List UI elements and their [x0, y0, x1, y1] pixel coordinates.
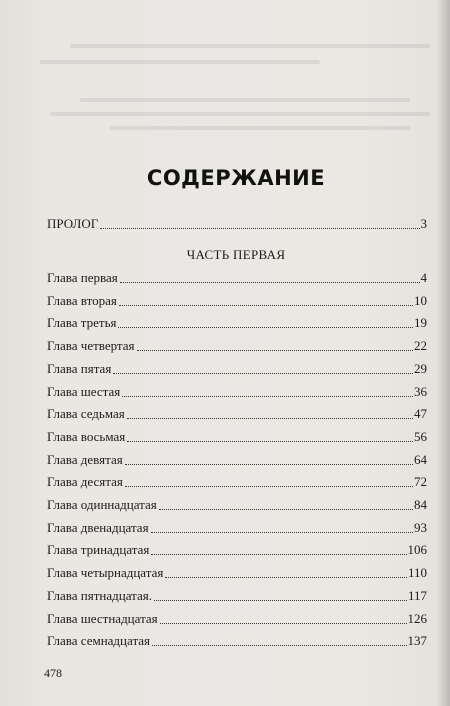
- toc-entry-chapter: [47, 313, 427, 331]
- toc-entry-page: 3: [420, 216, 427, 231]
- toc-entry-chapter: [47, 563, 427, 581]
- toc-entry-chapter: [47, 359, 427, 377]
- toc-entry-chapter: [47, 586, 427, 604]
- toc-entry-label: Глава тринадцатая: [47, 542, 150, 558]
- toc-entry-chapter: [47, 631, 427, 649]
- leader-dots: [127, 417, 413, 419]
- toc-entry-chapter: [47, 336, 427, 354]
- toc-entry-chapter: [47, 268, 427, 286]
- toc-entry-label: Глава шестая: [47, 383, 121, 399]
- toc-entry-page: 22: [414, 338, 427, 354]
- toc-entry-chapter: [47, 518, 427, 536]
- show-through-text: [80, 98, 410, 102]
- toc-entry-chapter: [47, 427, 427, 445]
- toc-entry-label: Глава пятая: [47, 360, 112, 376]
- leader-dots: [152, 644, 406, 646]
- toc-entry-page: 72: [414, 474, 427, 490]
- leader-dots: [113, 372, 413, 374]
- show-through-text: [40, 60, 320, 64]
- page-gutter-shadow: [436, 0, 450, 706]
- toc-entry-label: Глава шестнадцатая: [47, 610, 158, 626]
- leader-dots: [122, 395, 413, 397]
- toc-entry-chapter: [47, 472, 427, 490]
- leader-dots: [100, 227, 419, 229]
- toc-entry-chapter: [47, 609, 427, 627]
- part-heading: ЧАСТЬ ПЕРВАЯ: [186, 247, 286, 262]
- toc-entry-page: 126: [407, 610, 427, 626]
- leader-dots: [151, 553, 406, 555]
- toc-entry-chapter: [47, 404, 427, 422]
- toc-entry-page: 137: [407, 633, 427, 649]
- toc-entry-page: 10: [414, 292, 427, 308]
- toc-entry-page: 29: [414, 360, 427, 376]
- toc-entry-page: 36: [414, 383, 427, 399]
- toc-entry-label: ПРОЛОГ: [47, 216, 99, 231]
- toc-entry-page: 64: [414, 451, 427, 467]
- toc-entry-page: 19: [414, 315, 427, 331]
- toc-entry-page: 106: [407, 542, 427, 558]
- show-through-text: [70, 44, 430, 48]
- page-number: 478: [44, 666, 62, 680]
- toc-entry-label: Глава седьмая: [47, 406, 125, 422]
- leader-dots: [120, 281, 420, 283]
- toc-entry-chapter: [47, 540, 427, 558]
- toc-entry-label: Глава четырнадцатая: [47, 565, 164, 581]
- leader-dots: [151, 531, 413, 533]
- toc-entry-chapter: [47, 495, 427, 513]
- toc-entry-label: Глава одиннадцатая: [47, 497, 157, 512]
- toc-entry-label: Глава восьмая: [47, 428, 126, 444]
- toc-entry-label: Глава двенадцатая: [47, 519, 149, 535]
- toc-entry-label: Глава третья: [47, 315, 117, 331]
- leader-dots: [137, 349, 413, 351]
- toc-entry-page: 4: [420, 270, 427, 285]
- show-through-text: [50, 112, 430, 116]
- show-through-text: [110, 126, 410, 130]
- leader-dots: [154, 599, 407, 601]
- toc-entry-page: 84: [414, 497, 427, 512]
- leader-dots: [165, 576, 407, 578]
- toc-entry-prologue: [47, 214, 427, 232]
- toc-entry-label: Глава девятая: [47, 451, 123, 467]
- leader-dots: [160, 622, 407, 624]
- toc-entry-label: Глава пятнадцатая.: [47, 587, 152, 603]
- toc-entry-chapter: [47, 450, 427, 468]
- toc-entry-page: 56: [414, 428, 427, 444]
- leader-dots: [125, 463, 413, 465]
- toc-entry-page: 47: [414, 406, 427, 422]
- toc-entry-label: Глава вторая: [47, 292, 117, 308]
- leader-dots: [159, 508, 413, 510]
- toc-entry-page: 117: [407, 587, 427, 603]
- toc-entry-page: 93: [414, 519, 427, 535]
- toc-entry-label: Глава первая: [47, 270, 118, 285]
- leader-dots: [125, 485, 413, 487]
- toc-entry-label: Глава десятая: [47, 474, 123, 490]
- toc-entry-label: Глава семнадцатая: [47, 633, 151, 649]
- toc-title: СОДЕРЖАНИЕ: [146, 166, 326, 190]
- toc-entry-label: Глава четвертая: [47, 338, 135, 354]
- leader-dots: [127, 440, 413, 442]
- toc-entry-chapter: [47, 291, 427, 309]
- leader-dots: [118, 326, 413, 328]
- toc-entry-chapter: [47, 382, 427, 400]
- toc-entry-page: 110: [407, 565, 427, 581]
- leader-dots: [119, 304, 413, 306]
